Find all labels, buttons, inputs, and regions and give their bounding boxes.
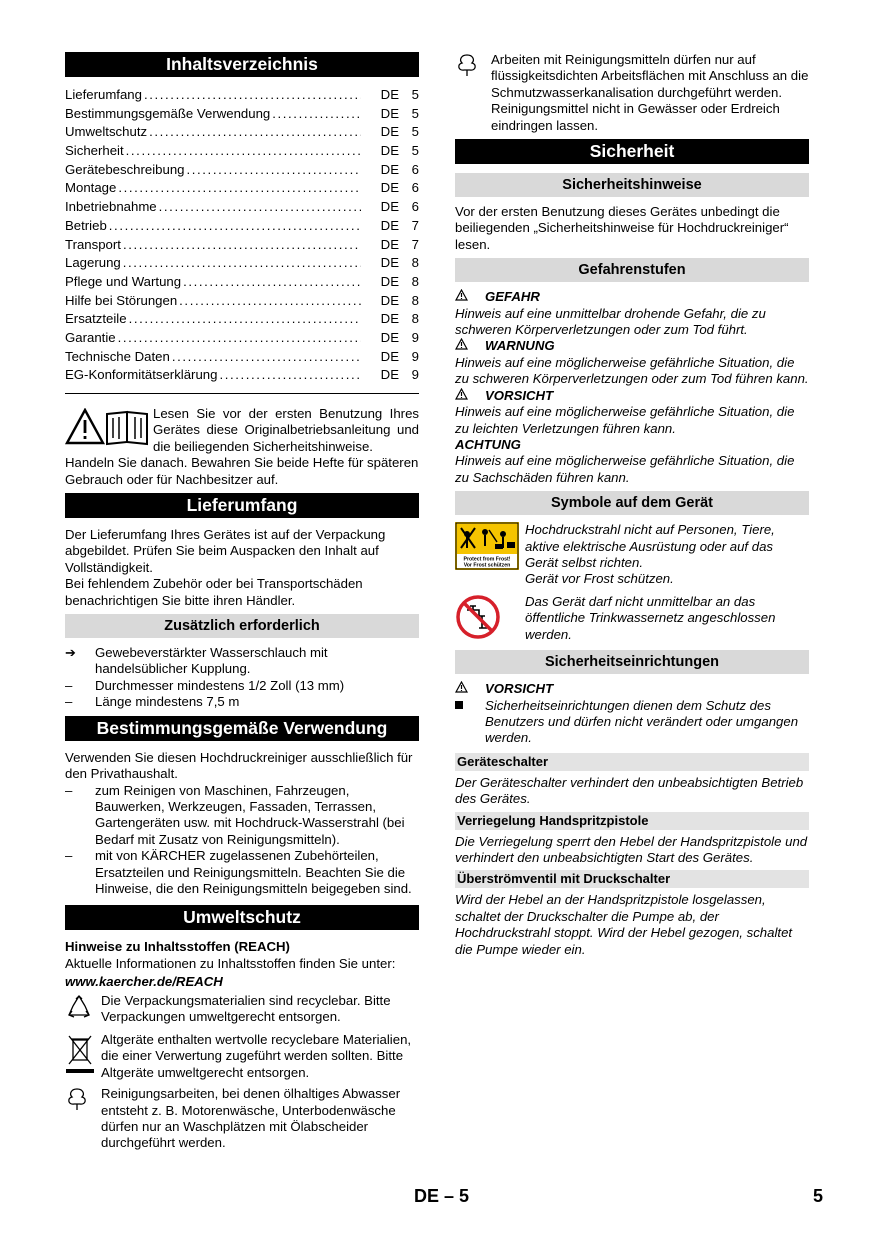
toc-entry-page: 5	[411, 143, 419, 159]
verwendung-heading: Bestimmungsgemäße Verwendung	[65, 716, 419, 741]
dash-marker: –	[65, 848, 73, 864]
toc-entry[interactable]	[65, 255, 419, 274]
intro-text-rest: Handeln Sie danach. Bewahren Sie beide Hefte für späteren Gebrauch oder für Nachbesitzer auf.	[65, 455, 419, 487]
toc-leader-dots	[126, 143, 361, 159]
toc-entry-lang: DE	[380, 217, 399, 233]
dash-marker: –	[65, 782, 73, 798]
toc-entry-title: Umweltschutz	[65, 124, 148, 140]
warning-triangle-icon	[455, 388, 485, 404]
toc-entry-title: Inbetriebnahme	[65, 199, 157, 215]
list-item: – Länge mindestens 7,5 m	[65, 694, 240, 710]
achtung-text: Hinweis auf eine möglicherweise gefährliche Situation, die zu Sachschäden führen kann.	[455, 453, 795, 485]
toc-entry[interactable]	[65, 349, 419, 368]
zusaetzlich-heading: Zusätzlich erforderlich	[65, 614, 419, 638]
achtung-label: ACHTUNG	[455, 436, 521, 452]
warning-triangle-icon	[455, 289, 485, 305]
square-bullet-icon	[455, 698, 485, 747]
verriegelung-heading: Verriegelung Handspritzpistole	[455, 812, 809, 830]
reach-heading: Hinweise zu Inhaltsstoffen (REACH)	[65, 939, 290, 955]
recycle-note: Die Verpackungsmaterialien sind recyclebar. Bitte Verpackungen umweltgerecht entsorgen.	[65, 993, 419, 1027]
symbol-jet-text: Hochdruckstrahl nicht auf Personen, Tiere, aktive elektrische Ausrüstung oder auf das Gerät selbst richten.	[525, 522, 775, 570]
list-item: – mit von KÄRCHER zugelassenen Zubehörteilen, Ersatzteilen und Reinigungsmitteln. Beachten Sie die Hinweise, die den Reinigungsmitteln beigegeben sind.	[65, 848, 412, 896]
divider	[65, 393, 419, 394]
warning-triangle-icon	[455, 338, 485, 354]
toc-leader-dots	[118, 330, 361, 346]
jet-frost-warning-icon	[455, 522, 525, 588]
toc-entry[interactable]	[65, 124, 419, 143]
verwendung-text: Verwenden Sie diesen Hochdruckreiniger ausschließlich für den Privathaushalt.	[65, 749, 413, 782]
toc-entry-title: Bestimmungsgemäße Verwendung	[65, 105, 271, 121]
toc-entry-page: 8	[411, 311, 419, 327]
verriegelung-text: Die Verriegelung sperrt den Hebel der Handspritzpistole und verhindert den unbeabsichtigten Start des Gerätes.	[455, 833, 808, 865]
list-item: Sicherheitseinrichtungen dienen dem Schutz des Benutzers und dürfen nicht verändert oder umgangen werden.	[455, 698, 809, 747]
toc-entry-title: Garantie	[65, 329, 116, 345]
crossed-bin-icon	[65, 1032, 101, 1081]
toc-entry-page: 6	[411, 180, 419, 196]
geraeteschalter-heading: Geräteschalter	[455, 753, 809, 771]
warnung-label: WARNUNG	[455, 338, 809, 354]
arrow-icon: ➔	[65, 645, 77, 661]
list-item: – Durchmesser mindestens 1/2 Zoll (13 mm)	[65, 677, 345, 693]
table-of-contents	[65, 87, 419, 386]
reach-link[interactable]: www.kaercher.de/REACH	[65, 974, 223, 990]
toc-entry-lang: DE	[380, 273, 399, 289]
toc-entry-lang: DE	[380, 367, 399, 383]
einrichtungen-heading: Sicherheitseinrichtungen	[455, 650, 809, 674]
symbol-row-jet	[455, 522, 809, 588]
toc-entry-page: 5	[411, 105, 419, 121]
toc-entry-title: Technische Daten	[65, 348, 170, 364]
gefahrenstufen-heading: Gefahrenstufen	[455, 258, 809, 282]
toc-entry-page: 8	[411, 273, 419, 289]
toc-leader-dots	[123, 255, 361, 271]
weee-note: Altgeräte enthalten wertvolle recyclebare Materialien, die einer Verwertung zugeführt werden sollten. Bitte Altgeräte umweltgerecht entsorgen.	[65, 1032, 419, 1081]
toc-leader-dots	[219, 367, 361, 383]
toc-leader-dots	[118, 180, 361, 196]
toc-entry-title: Lieferumfang	[65, 87, 142, 102]
lieferumfang-text-1: Der Lieferumfang Ihres Gerätes ist auf der Verpackung abgebildet. Prüfen Sie beim Auspacken den Inhalt auf Vollständigkeit.	[65, 527, 386, 575]
toc-entry-title: Betrieb	[65, 217, 107, 233]
toc-entry-title: Montage	[65, 180, 117, 196]
frost-label-de: Vor Frost schützen	[463, 562, 511, 569]
environment-icon	[455, 52, 491, 134]
toc-leader-dots	[183, 274, 361, 290]
toc-entry-page: 6	[411, 199, 419, 215]
toc-entry-lang: DE	[380, 329, 399, 345]
frost-label-en: Protect from Frost!	[463, 556, 511, 563]
list-item: ➔ Gewebeverstärkter Wasserschlauch mit handelsüblicher Kupplung.	[65, 645, 328, 677]
lieferumfang-heading: Lieferumfang	[65, 493, 419, 518]
toc-entry[interactable]	[65, 218, 419, 237]
geraeteschalter-text: Der Geräteschalter verhindert den unbeabsichtigten Betrieb des Gerätes.	[455, 774, 804, 807]
sicherheit-heading: Sicherheit	[455, 139, 809, 164]
toc-entry[interactable]	[65, 293, 419, 312]
toc-entry-title: Transport	[65, 236, 121, 252]
dash-marker: –	[65, 694, 73, 710]
toc-entry-title: Sicherheit	[65, 143, 124, 159]
toc-leader-dots	[172, 349, 361, 365]
toc-entry-lang: DE	[380, 161, 399, 177]
oil-note: Reinigungsarbeiten, bei denen ölhaltiges Abwasser entsteht z. B. Motorenwäsche, Unterbodenwäsche dürfen nur an Waschplätzen mit Ölabscheider durchgeführt werden.	[65, 1086, 419, 1152]
intro-block	[65, 406, 419, 488]
toc-leader-dots	[109, 218, 361, 234]
einrichtungen-vorsicht-label: VORSICHT	[455, 681, 809, 697]
toc-entry-page: 8	[411, 292, 419, 308]
toc-entry-title: Lagerung	[65, 255, 121, 271]
toc-entry-title: Gerätebeschreibung	[65, 161, 185, 177]
symbol-row-water	[455, 594, 809, 644]
recycle-icon	[65, 993, 101, 1027]
symbol-frost-text: Gerät vor Frost schützen.	[525, 571, 674, 587]
toc-entry-lang: DE	[380, 180, 399, 196]
toc-leader-dots	[179, 293, 361, 309]
sicherheitshinweise-heading: Sicherheitshinweise	[455, 173, 809, 197]
toc-leader-dots	[129, 311, 361, 327]
toc-entry-page: 7	[411, 236, 419, 252]
warnung-text: Hinweis auf eine möglicherweise gefährliche Situation, die zu schweren Körperverletzungen oder zum Tod führen kann.	[455, 354, 809, 387]
gefahr-text: Hinweis auf eine unmittelbar drohende Gefahr, die zu schweren Körperverletzungen oder zum Tod führt.	[455, 305, 766, 338]
toc-entry-page: 5	[411, 124, 419, 140]
toc-leader-dots	[123, 237, 361, 253]
footer-section-label: DE – 5	[414, 1186, 470, 1206]
toc-entry-page: 9	[411, 367, 419, 383]
toc-entry-lang: DE	[380, 236, 399, 252]
footer-page-number: 5	[813, 1186, 824, 1206]
reach-text: Aktuelle Informationen zu Inhaltsstoffen finden Sie unter:	[65, 955, 396, 971]
toc-entry-lang: DE	[380, 292, 399, 308]
toc-entry-lang: DE	[380, 199, 399, 215]
toc-entry-lang: DE	[380, 255, 399, 271]
list-item: – zum Reinigen von Maschinen, Fahrzeugen, Bauwerken, Werkzeugen, Fassaden, Terrassen, Gartengeräten usw. mit Hochdruck-Wasserstrahl (bei Bedarf mit Zusatz von Reinigungsmitteln).	[65, 782, 405, 847]
toc-entry-page: 6	[411, 161, 419, 177]
toc-entry-lang: DE	[380, 311, 399, 327]
right-column	[455, 52, 809, 958]
dash-marker: –	[65, 677, 73, 693]
warning-triangle-icon	[455, 681, 485, 697]
toc-entry-lang: DE	[380, 143, 399, 159]
toc-entry[interactable]	[65, 330, 419, 349]
detergent-note: Arbeiten mit Reinigungsmitteln dürfen nur auf flüssigkeitsdichten Arbeitsflächen mit Anschluss an die Schmutzwasserkanalisation durchgeführt werden. Reinigungsmittel nicht in Gewässer oder Erdreich eindringen lassen.	[455, 52, 809, 134]
left-column	[65, 52, 419, 1157]
ueberstroemventil-text: Wird der Hebel an der Handspritzpistole losgelassen, schaltet der Druckschalter die Pumpe ab, der Hochdruckstrahl stoppt. Wird der Hebel gezogen, schaltet die Pumpe wieder ein.	[455, 892, 793, 957]
umweltschutz-heading: Umweltschutz	[65, 905, 419, 930]
manual-warning-icon	[65, 408, 149, 448]
toc-entry[interactable]	[65, 180, 419, 199]
toc-entry-lang: DE	[380, 124, 399, 140]
vorsicht-label: VORSICHT	[455, 388, 809, 404]
toc-entry-page: 7	[411, 217, 419, 233]
toc-entry-lang: DE	[380, 348, 399, 364]
toc-entry-page: 9	[411, 329, 419, 345]
intro-text: Lesen Sie vor der ersten Benutzung Ihres Gerätes diese Originalbetriebsanleitung und die beiliegenden Sicherheitshinweise.	[153, 406, 419, 454]
lieferumfang-text-2: Bei fehlendem Zubehör oder bei Transportschäden benachrichtigen Sie bitte ihren Händler.	[65, 576, 363, 608]
toc-leader-dots	[187, 162, 362, 178]
toc-entry[interactable]	[65, 199, 419, 218]
environment-icon	[65, 1086, 101, 1152]
vorsicht-text: Hinweis auf eine möglicherweise gefährliche Situation, die zu leichten Verletzungen führen kann.	[455, 404, 795, 436]
toc-leader-dots	[144, 87, 361, 103]
toc-leader-dots	[149, 124, 361, 140]
toc-leader-dots	[272, 106, 361, 122]
no-drinking-water-connection-icon	[455, 594, 525, 644]
toc-entry[interactable]	[65, 162, 419, 181]
toc-entry[interactable]	[65, 274, 419, 293]
toc-entry-lang: DE	[380, 87, 399, 102]
toc-entry-title: Ersatzteile	[65, 311, 127, 327]
toc-entry-title: Hilfe bei Störungen	[65, 292, 178, 308]
toc-entry[interactable]	[65, 311, 419, 330]
toc-entry-lang: DE	[380, 105, 399, 121]
ueberstroemventil-heading: Überströmventil mit Druckschalter	[455, 870, 809, 888]
toc-entry-page: 9	[411, 348, 419, 364]
toc-entry-page: 5	[411, 87, 419, 102]
toc-entry[interactable]	[65, 237, 419, 256]
toc-entry[interactable]	[65, 106, 419, 125]
toc-entry[interactable]	[65, 87, 419, 106]
sicherheitshinweise-text: Vor der ersten Benutzung dieses Gerätes unbedingt die beiliegenden „Sicherheitshinweise für Hochdruckreiniger“ lesen.	[455, 204, 789, 252]
toc-entry-title: Pflege und Wartung	[65, 273, 182, 289]
toc-entry-page: 8	[411, 255, 419, 271]
symbol-water-text: Das Gerät darf nicht unmittelbar an das öffentliche Trinkwassernetz angeschlossen werden.	[525, 593, 776, 642]
toc-heading: Inhaltsverzeichnis	[65, 52, 419, 77]
toc-entry[interactable]	[65, 143, 419, 162]
toc-entry[interactable]	[65, 367, 419, 386]
toc-entry-title: EG-Konformitätserklärung	[65, 367, 218, 383]
gefahr-label: GEFAHR	[455, 289, 809, 305]
toc-leader-dots	[159, 199, 361, 215]
symbole-heading: Symbole auf dem Gerät	[455, 491, 809, 515]
